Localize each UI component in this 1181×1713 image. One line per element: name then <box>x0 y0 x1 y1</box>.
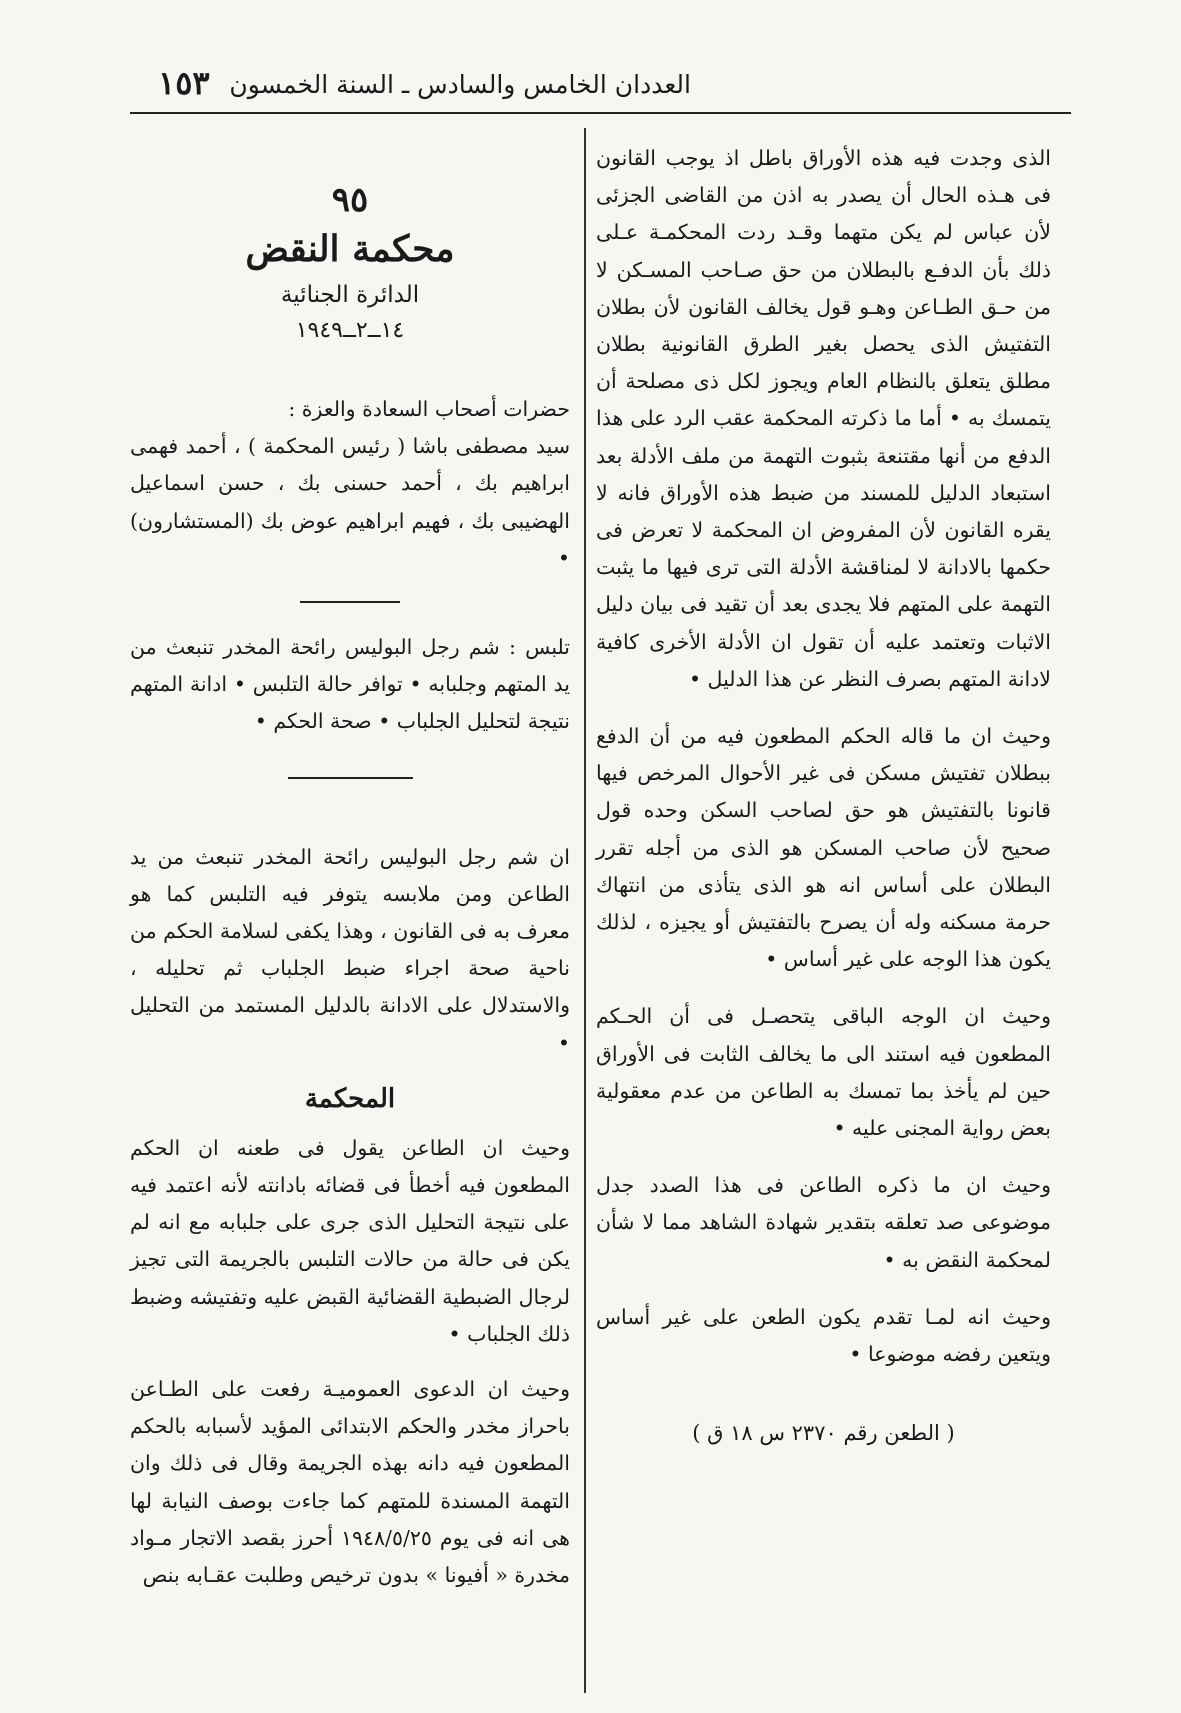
judges-list: سيد مصطفى باشا ( رئيس المحكمة ) ، أحمد فهمى ابراهيم بك ، أحمد حسنى بك ، حسن اسماعيل الهضيبى بك ، فهيم ابراهيم عوض بك (المستشارون) • <box>130 434 570 570</box>
header-rule <box>130 112 1071 114</box>
right-paragraph-1: الذى وجدت فيه هذه الأوراق باطل اذ يوجب القانون فى هـذه الحال أن يصدر به اذن من القاضى الجزئى لأن عباس لم يكن متهما وقـد ردت المحكمـة عـلى ذلك بأن الدفـع بالبطلان من حق صـاحب المسـكن لا من حـق الطـاعن وهـو قول يخالف القانون لأن بطلان التفتيش الذى يحصل بغير الطرق القانونية بطلان مطلق يتعلق بالنظام العام ويجوز لكل ذى مصلحة أن يتمسك به • أما ما ذكرته المحكمة عقب الرد على هذا الدفع من أنها مقتنعة بثبوت التهمة من ملف الأدلة بعد استبعاد الدليل للمسند من ضبط هذه الأوراق فانه لا يقره القانون لأن المفروض ان المحكمة لا تعرض فى حكمها بالادانة لا لمناقشة الأدلة التى ترى فيها ما يثبت التهمة على المتهم فلا يجدى بعد أن تقيد فى بيان دليل الاثبات وتعتمد عليه أن تقول ان الأدلة الأخرى كافية لادانة المتهم بصرف النظر عن هذا الدليل • <box>596 146 1051 691</box>
right-paragraph-2: وحيث ان ما قاله الحكم المطعون فيه من أن الدفع ببطلان تفتيش مسكن فى غير الأحوال المرخص فيها قانونا بالتفتيش هو حق لصاحب السكن وحده قول صحيح لأن صاحب المسكن هو الذى من أجله تقرر البطلان على أساس انه هو الذى يتأذى من انتهاك حرمة مسكنه وله أن يصرح بالتفتيش أو يجيزه ، لذلك يكون هذا الوجه على غير أساس • <box>596 724 1051 972</box>
headnote: ان شم رجل البوليس رائحة المخدر تنبعث من يد الطاعن ومن ملابسه يتوفر فيه التلبس كما هو معرف به فى القانون ، وهذا يكفى لسلامة الحكم من ناحية صحة اجراء ضبط الجلباب ثم تحليله ، والاستدلال على الادانة بالدليل المستمد من التحليل • <box>130 844 570 1055</box>
divider-rule <box>288 777 413 779</box>
left-column <box>130 180 570 1594</box>
running-title: العددان الخامس والسادس ـ السنة الخمسون <box>229 70 691 99</box>
column-divider <box>584 128 586 1693</box>
right-paragraph-4: وحيث ان ما ذكره الطاعن فى هذا الصدد جدل موضوعى صد تعلقه بتقدير شهادة الشاهد مما لا شأن لمحكمة النقض به • <box>596 1173 1051 1272</box>
session-date: ١٤ــ٢ــ١٩٤٩ <box>295 318 405 343</box>
divider-rule <box>300 601 400 603</box>
case-summary: تلبس : شم رجل البوليس رائحة المخدر تنبعث من يد المتهم وجلبابه • توافر حالة التلبس • ادانة المتهم نتيجة لتحليل الجلباب • صحة الحكم • <box>130 635 570 734</box>
case-citation: ( الطعن رقم ٢٣٧٠ س ١٨ ق ) <box>692 1421 955 1446</box>
page-header <box>130 64 1051 110</box>
court-name: محكمة النقض <box>245 228 455 270</box>
right-paragraph-3: وحيث ان الوجه الباقى يتحصـل فى أن الحـكم المطعون فيه استند الى ما يخالف الثابت فى الأوراق حين لم يأخذ بما تمسك به الطاعن من عدم معقولية بعض رواية المجنى عليه • <box>596 1004 1051 1141</box>
circuit-name: الدائرة الجنائية <box>280 282 420 308</box>
section-title: المحكمة <box>304 1083 396 1114</box>
right-paragraph-5: وحيث انه لمـا تقدم يكون الطعن على غير أساس ويتعين رفضه موضوعا • <box>596 1304 1051 1367</box>
page-number: ١٥٣ <box>158 64 210 102</box>
case-number: ٩٥ <box>331 180 369 220</box>
judges-intro: حضرات أصحاب السعادة والعزة : <box>288 397 570 421</box>
right-column <box>596 140 1051 1445</box>
body-paragraph-2: وحيث ان الدعوى العموميـة رفعت على الطـاعن باحراز مخدر والحكم الابتدائى المؤيد لأسبابه بالحكم المطعون فيه دانه بهذه الجريمة وقال فى ذلك وان التهمة المسندة للمتهم كما جاءت بوصف النيابة لها هى انه فى يوم ١٩٤٨/٥/٢٥ أحرز بقصد الاتجار مـواد مخدرة « أفيونا » بدون ترخيص وطلبت عقـابه بنص <box>130 1377 570 1588</box>
body-paragraph-1: وحيث ان الطاعن يقول فى طعنه ان الحكم المطعون فيه أخطأ فى قضائه بادانته لأنه اعتمد فيه على نتيجة التحليل الذى جرى على جلبابه مع انه لم يكن فى حالة من حالات التلبس بالجريمة التى تجيز لرجال الضبطية القضائية القبض عليه وتفتيشه وضبط ذلك الجلباب • <box>130 1135 570 1346</box>
